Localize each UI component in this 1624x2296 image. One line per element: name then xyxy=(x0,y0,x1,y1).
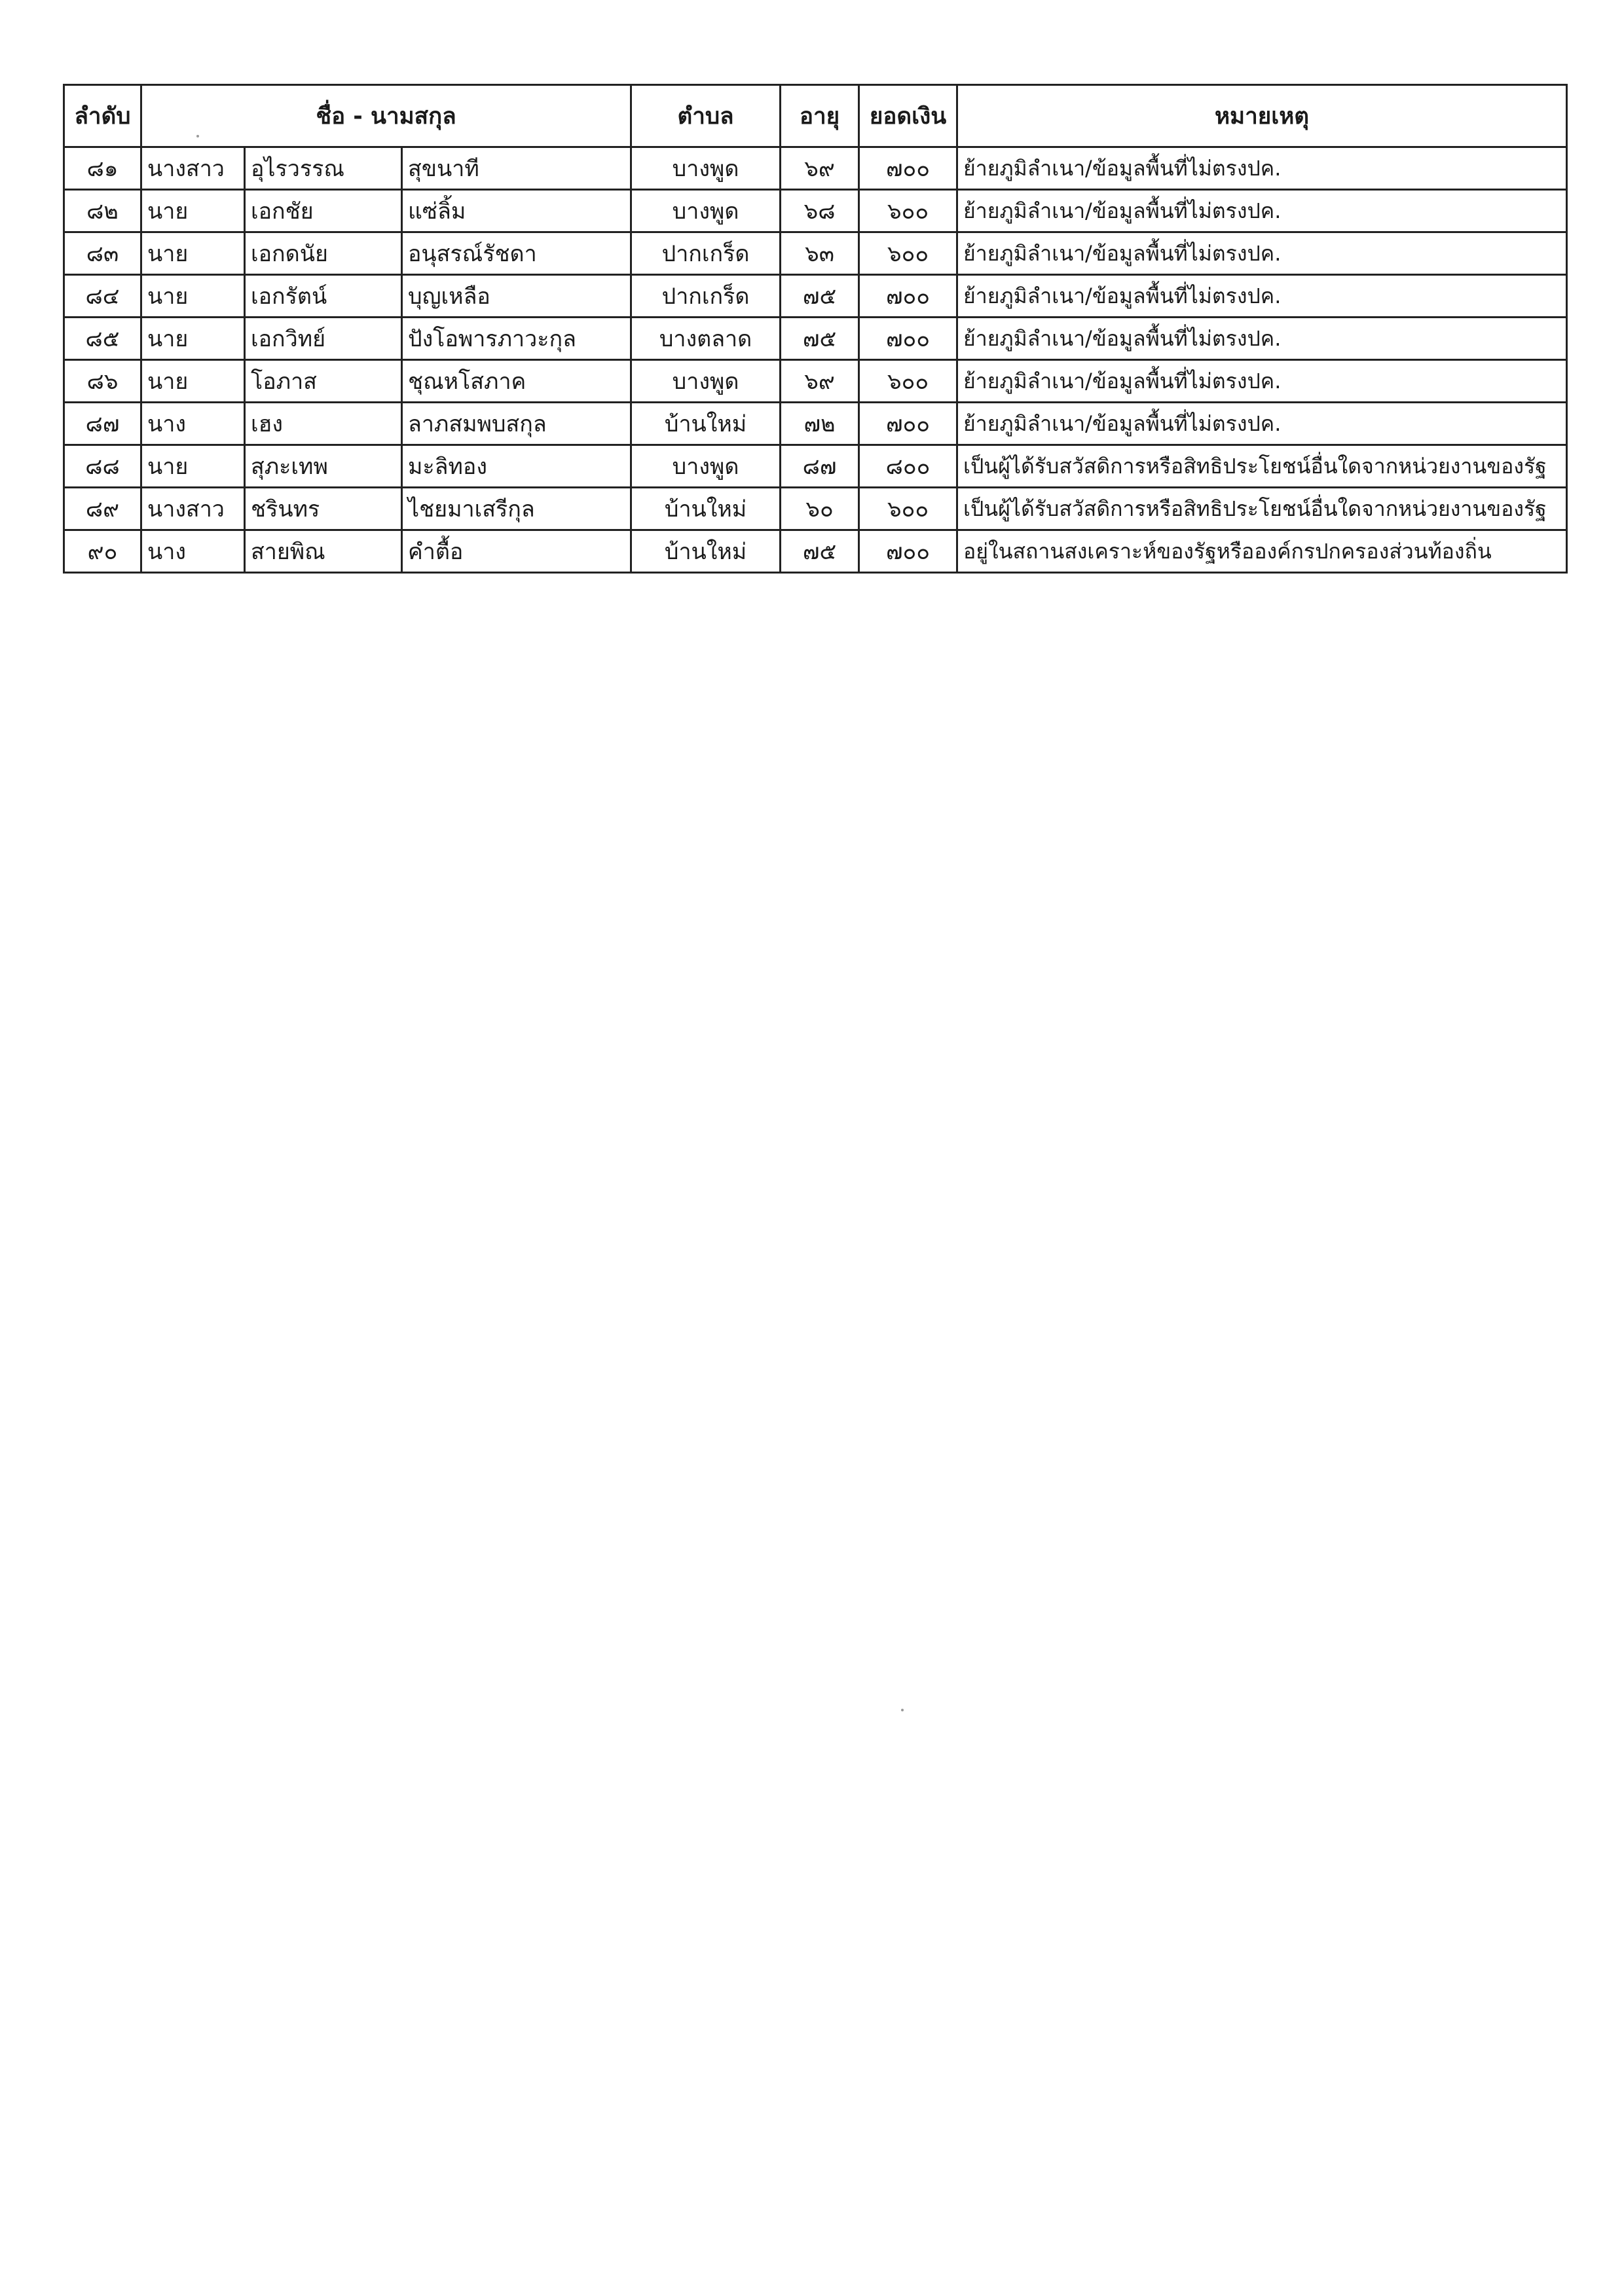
cell-age: ๖๓ xyxy=(781,232,859,275)
table-header xyxy=(64,85,1567,147)
cell-no: ๘๓ xyxy=(64,232,141,275)
cell-last-name: ลาภสมพบสกุล xyxy=(402,403,631,445)
header-no: ลำดับ xyxy=(64,85,141,147)
cell-age: ๗๕ xyxy=(781,530,859,573)
cell-amount: ๖๐๐ xyxy=(859,232,957,275)
cell-remark: ย้ายภูมิลำเนา/ข้อมูลพื้นที่ไม่ตรงปค. xyxy=(957,318,1567,360)
cell-last-name: บุญเหลือ xyxy=(402,275,631,318)
cell-last-name: คำตื้อ xyxy=(402,530,631,573)
cell-title: นางสาว xyxy=(141,488,245,530)
cell-remark: ย้ายภูมิลำเนา/ข้อมูลพื้นที่ไม่ตรงปค. xyxy=(957,360,1567,403)
cell-subdistrict: ปากเกร็ด xyxy=(631,275,781,318)
cell-age: ๖๙ xyxy=(781,360,859,403)
cell-remark: ย้ายภูมิลำเนา/ข้อมูลพื้นที่ไม่ตรงปค. xyxy=(957,190,1567,232)
cell-amount: ๗๐๐ xyxy=(859,403,957,445)
cell-title: นาย xyxy=(141,360,245,403)
cell-first-name: สุภะเทพ xyxy=(245,445,402,488)
cell-first-name: โอภาส xyxy=(245,360,402,403)
cell-no: ๘๒ xyxy=(64,190,141,232)
cell-first-name: เอกชัย xyxy=(245,190,402,232)
table-row xyxy=(64,445,1567,488)
cell-subdistrict: บ้านใหม่ xyxy=(631,530,781,573)
cell-no: ๘๘ xyxy=(64,445,141,488)
cell-title: นาย xyxy=(141,318,245,360)
cell-title: นาย xyxy=(141,275,245,318)
cell-last-name: ปังโอพารภาวะกุล xyxy=(402,318,631,360)
table-row xyxy=(64,318,1567,360)
cell-first-name: ชรินทร xyxy=(245,488,402,530)
cell-amount: ๗๐๐ xyxy=(859,275,957,318)
cell-remark: อยู่ในสถานสงเคราะห์ของรัฐหรือองค์กรปกครองส่วนท้องถิ่น xyxy=(957,530,1567,573)
cell-no: ๘๖ xyxy=(64,360,141,403)
table-row xyxy=(64,232,1567,275)
cell-subdistrict: บางพูด xyxy=(631,190,781,232)
cell-amount: ๘๐๐ xyxy=(859,445,957,488)
cell-amount: ๖๐๐ xyxy=(859,190,957,232)
cell-title: นาย xyxy=(141,232,245,275)
cell-no: ๙๐ xyxy=(64,530,141,573)
cell-amount: ๗๐๐ xyxy=(859,318,957,360)
cell-first-name: เฮง xyxy=(245,403,402,445)
cell-age: ๘๗ xyxy=(781,445,859,488)
cell-first-name: เอกวิทย์ xyxy=(245,318,402,360)
cell-remark: ย้ายภูมิลำเนา/ข้อมูลพื้นที่ไม่ตรงปค. xyxy=(957,147,1567,190)
cell-no: ๘๗ xyxy=(64,403,141,445)
cell-title: นาย xyxy=(141,445,245,488)
cell-amount: ๗๐๐ xyxy=(859,147,957,190)
table-row xyxy=(64,530,1567,573)
cell-subdistrict: บางตลาด xyxy=(631,318,781,360)
cell-first-name: เอกดนัย xyxy=(245,232,402,275)
cell-age: ๖๙ xyxy=(781,147,859,190)
table-row xyxy=(64,275,1567,318)
cell-last-name: ไชยมาเสรีกุล xyxy=(402,488,631,530)
header-row xyxy=(64,85,1567,147)
header-remark: หมายเหตุ xyxy=(957,85,1567,147)
cell-remark: ย้ายภูมิลำเนา/ข้อมูลพื้นที่ไม่ตรงปค. xyxy=(957,232,1567,275)
cell-subdistrict: ปากเกร็ด xyxy=(631,232,781,275)
cell-amount: ๗๐๐ xyxy=(859,530,957,573)
cell-age: ๖๘ xyxy=(781,190,859,232)
cell-last-name: สุขนาที xyxy=(402,147,631,190)
cell-remark: เป็นผู้ได้รับสวัสดิการหรือสิทธิประโยชน์อื่นใดจากหน่วยงานของรัฐ xyxy=(957,445,1567,488)
cell-title: นางสาว xyxy=(141,147,245,190)
cell-title: นาง xyxy=(141,530,245,573)
cell-subdistrict: บ้านใหม่ xyxy=(631,403,781,445)
cell-title: นาย xyxy=(141,190,245,232)
cell-age: ๗๕ xyxy=(781,275,859,318)
cell-remark: ย้ายภูมิลำเนา/ข้อมูลพื้นที่ไม่ตรงปค. xyxy=(957,403,1567,445)
header-name: ชื่อ - นามสกุล xyxy=(141,85,631,147)
table-row xyxy=(64,147,1567,190)
cell-amount: ๖๐๐ xyxy=(859,488,957,530)
table-row xyxy=(64,190,1567,232)
cell-amount: ๖๐๐ xyxy=(859,360,957,403)
cell-remark: เป็นผู้ได้รับสวัสดิการหรือสิทธิประโยชน์อื่นใดจากหน่วยงานของรัฐ xyxy=(957,488,1567,530)
table-row xyxy=(64,488,1567,530)
beneficiary-table xyxy=(63,84,1568,574)
header-subdistrict: ตำบล xyxy=(631,85,781,147)
cell-first-name: อุไรวรรณ xyxy=(245,147,402,190)
cell-age: ๗๕ xyxy=(781,318,859,360)
cell-no: ๘๕ xyxy=(64,318,141,360)
cell-age: ๗๒ xyxy=(781,403,859,445)
cell-last-name: อนุสรณ์รัชดา xyxy=(402,232,631,275)
cell-subdistrict: บ้านใหม่ xyxy=(631,488,781,530)
table-body xyxy=(64,147,1567,573)
cell-last-name: แซ่ลิ้ม xyxy=(402,190,631,232)
cell-first-name: เอกรัตน์ xyxy=(245,275,402,318)
table-row xyxy=(64,403,1567,445)
cell-last-name: มะลิทอง xyxy=(402,445,631,488)
header-age: อายุ xyxy=(781,85,859,147)
scan-speck xyxy=(196,135,199,137)
cell-subdistrict: บางพูด xyxy=(631,147,781,190)
cell-subdistrict: บางพูด xyxy=(631,445,781,488)
cell-no: ๘๑ xyxy=(64,147,141,190)
cell-subdistrict: บางพูด xyxy=(631,360,781,403)
cell-title: นาง xyxy=(141,403,245,445)
cell-no: ๘๙ xyxy=(64,488,141,530)
cell-no: ๘๔ xyxy=(64,275,141,318)
scan-speck xyxy=(901,1709,904,1711)
cell-last-name: ชุณหโสภาค xyxy=(402,360,631,403)
cell-remark: ย้ายภูมิลำเนา/ข้อมูลพื้นที่ไม่ตรงปค. xyxy=(957,275,1567,318)
header-amount: ยอดเงิน xyxy=(859,85,957,147)
cell-age: ๖๐ xyxy=(781,488,859,530)
table-row xyxy=(64,360,1567,403)
cell-first-name: สายพิณ xyxy=(245,530,402,573)
